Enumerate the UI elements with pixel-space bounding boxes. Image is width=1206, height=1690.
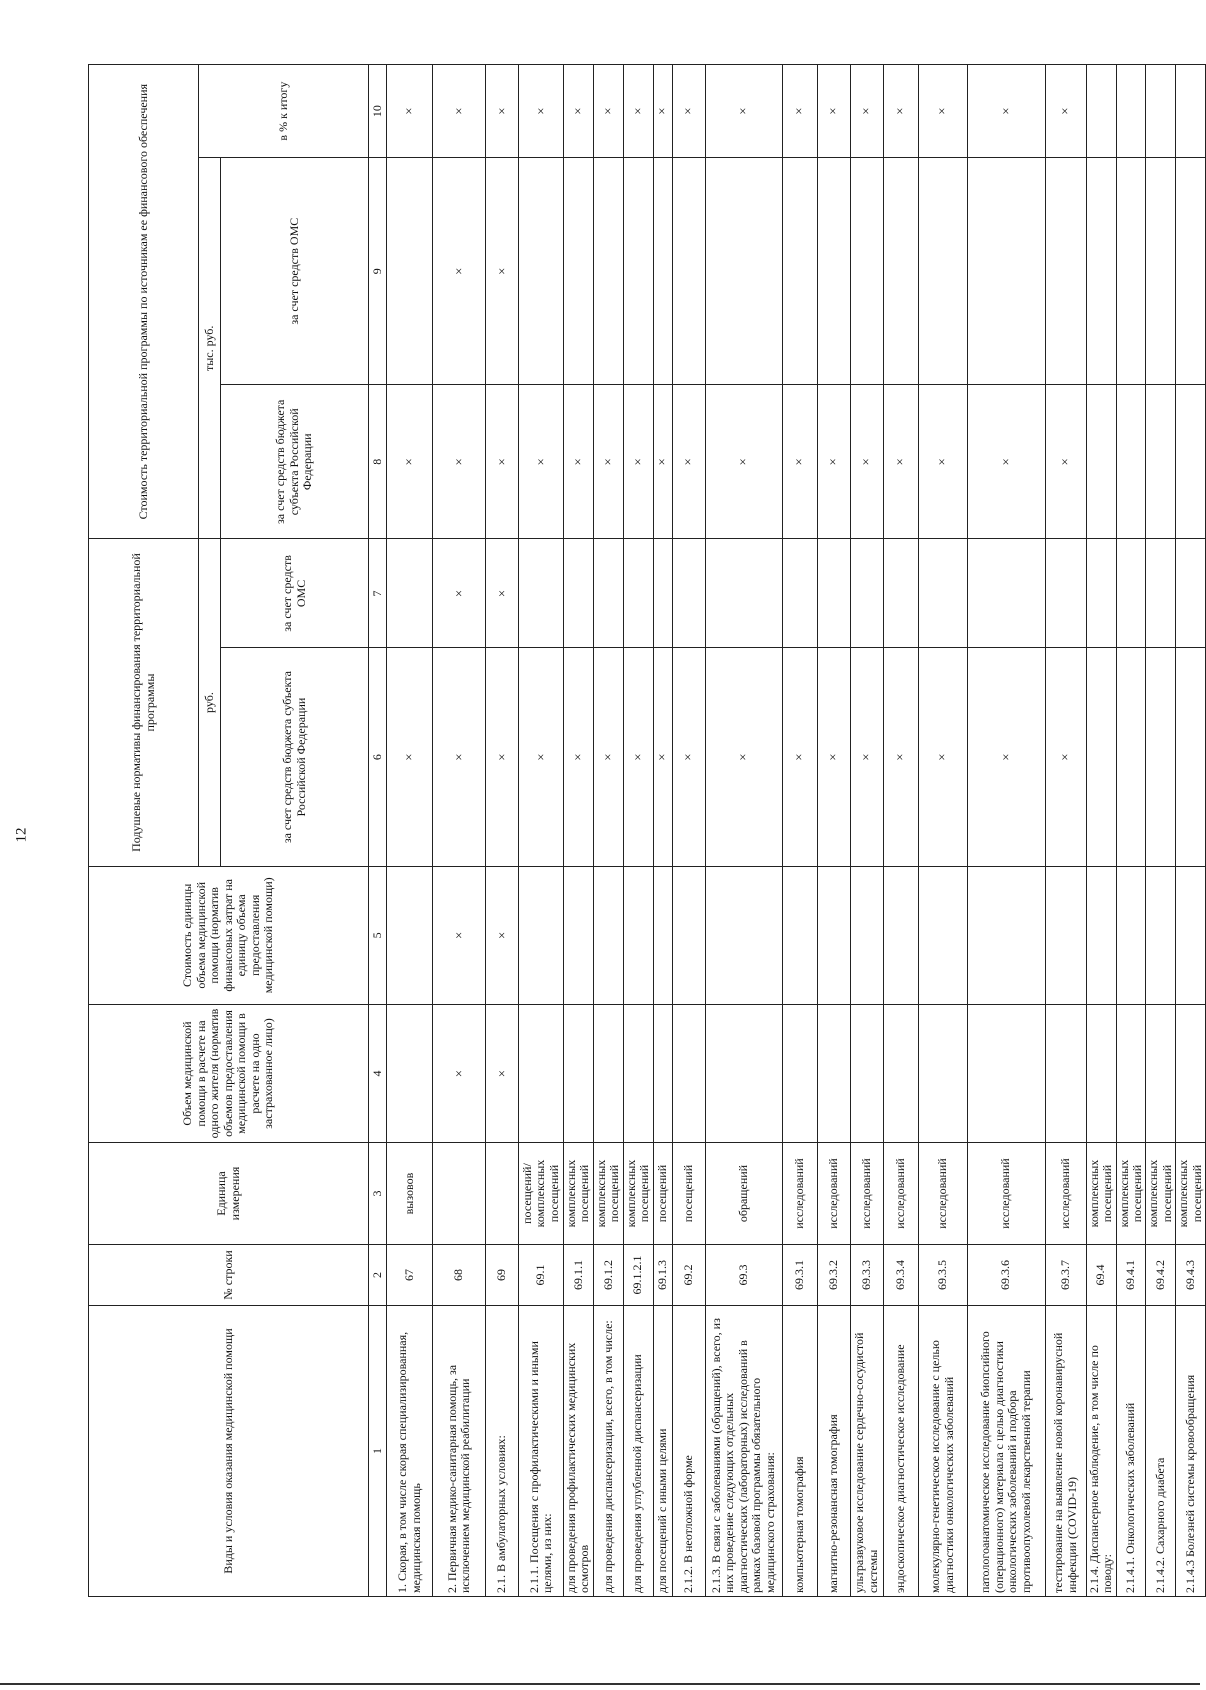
row-percent-total: × xyxy=(623,65,653,158)
row-cost-oms xyxy=(782,158,817,385)
row-unit: комплексных посещений xyxy=(623,1143,653,1245)
row-norm-oms xyxy=(672,539,705,648)
row-volume-per-capita xyxy=(1086,1004,1116,1142)
table-row xyxy=(1086,65,1116,1597)
row-line-number: 69.3 xyxy=(705,1244,782,1305)
row-norm-budget: × xyxy=(918,648,967,866)
row-unit-cost: × xyxy=(486,866,519,1004)
table-row xyxy=(672,65,705,1597)
row-cost-oms xyxy=(1176,158,1206,385)
table-row xyxy=(782,65,817,1597)
row-name: молекулярно-генетическое исследование с целью диагностики онкологических заболеваний xyxy=(918,1306,967,1597)
row-cost-budget: × xyxy=(782,385,817,539)
row-percent-total: × xyxy=(1045,65,1086,158)
row-cost-oms xyxy=(883,158,918,385)
row-norm-oms xyxy=(623,539,653,648)
row-cost-budget: × xyxy=(623,385,653,539)
column-number: 3 xyxy=(369,1143,387,1245)
table-row xyxy=(850,65,883,1597)
row-cost-budget: × xyxy=(1045,385,1086,539)
row-line-number: 69.3.6 xyxy=(967,1244,1045,1305)
table-row xyxy=(623,65,653,1597)
row-name: 2.1.3. В связи с заболеваниями (обращений), всего, из них проведение следующих отдельных диагностических (лабораторных) исследований в рамках базовой программы обязательного медицинского страхования: xyxy=(705,1306,782,1597)
row-volume-per-capita xyxy=(653,1004,672,1142)
row-percent-total: × xyxy=(593,65,623,158)
row-cost-budget: × xyxy=(918,385,967,539)
row-name: магнитно-резонансная томография xyxy=(817,1306,850,1597)
row-norm-budget: × xyxy=(883,648,918,866)
row-line-number: 67 xyxy=(387,1244,433,1305)
row-norm-oms: × xyxy=(486,539,519,648)
row-unit-cost xyxy=(883,866,918,1004)
row-unit-cost xyxy=(782,866,817,1004)
table-row xyxy=(918,65,967,1597)
row-norm-oms xyxy=(1086,539,1116,648)
row-cost-budget xyxy=(1176,385,1206,539)
row-norm-oms xyxy=(519,539,564,648)
row-line-number: 69 xyxy=(486,1244,519,1305)
row-cost-oms xyxy=(623,158,653,385)
row-percent-total: × xyxy=(850,65,883,158)
row-norm-budget: × xyxy=(564,648,594,866)
row-unit-cost xyxy=(1116,866,1146,1004)
row-line-number: 69.4.3 xyxy=(1176,1244,1206,1305)
row-percent-total: × xyxy=(782,65,817,158)
row-percent-total: × xyxy=(486,65,519,158)
table-row xyxy=(1146,65,1176,1597)
header-norms-unit: руб. xyxy=(199,539,221,866)
row-norm-oms xyxy=(883,539,918,648)
row-percent-total: × xyxy=(433,65,486,158)
row-cost-oms xyxy=(1086,158,1116,385)
row-cost-oms: × xyxy=(433,158,486,385)
row-norm-budget: × xyxy=(653,648,672,866)
row-norm-budget xyxy=(1176,648,1206,866)
row-unit-cost xyxy=(967,866,1045,1004)
row-volume-per-capita xyxy=(782,1004,817,1142)
row-norm-budget: × xyxy=(705,648,782,866)
row-line-number: 69.3.1 xyxy=(782,1244,817,1305)
row-volume-per-capita xyxy=(623,1004,653,1142)
row-line-number: 69.3.5 xyxy=(918,1244,967,1305)
row-unit-cost: × xyxy=(433,866,486,1004)
row-percent-total: × xyxy=(653,65,672,158)
row-percent-total: × xyxy=(883,65,918,158)
row-cost-oms xyxy=(672,158,705,385)
row-cost-budget: × xyxy=(817,385,850,539)
row-cost-budget: × xyxy=(486,385,519,539)
row-norm-budget: × xyxy=(433,648,486,866)
table-row xyxy=(653,65,672,1597)
row-unit-cost xyxy=(672,866,705,1004)
table-row xyxy=(433,65,486,1597)
row-line-number: 69.3.3 xyxy=(850,1244,883,1305)
row-norm-oms xyxy=(1176,539,1206,648)
row-norm-oms xyxy=(593,539,623,648)
row-unit-cost xyxy=(387,866,433,1004)
row-volume-per-capita xyxy=(593,1004,623,1142)
row-volume-per-capita xyxy=(1045,1004,1086,1142)
row-unit: вызовов xyxy=(387,1143,433,1245)
row-norm-budget xyxy=(1146,648,1176,866)
row-norm-oms xyxy=(967,539,1045,648)
row-norm-budget: × xyxy=(623,648,653,866)
row-norm-budget: × xyxy=(967,648,1045,866)
header-group-cost: Стоимость территориальной программы по источникам ее финансового обеспечения xyxy=(89,65,199,539)
row-norm-oms xyxy=(1045,539,1086,648)
row-name: 2.1.4.3 Болезней системы кровообращения xyxy=(1176,1306,1206,1597)
row-line-number: 69.4.1 xyxy=(1116,1244,1146,1305)
row-volume-per-capita xyxy=(967,1004,1045,1142)
row-line-number: 69.3.7 xyxy=(1045,1244,1086,1305)
row-unit: комплексных посещений xyxy=(1176,1143,1206,1245)
header-col2: № строки xyxy=(89,1244,369,1305)
row-unit: комплексных посещений xyxy=(1116,1143,1146,1245)
column-number: 1 xyxy=(369,1306,387,1597)
row-norm-oms xyxy=(1146,539,1176,648)
row-unit: комплексных посещений xyxy=(593,1143,623,1245)
row-unit: исследований xyxy=(817,1143,850,1245)
row-line-number: 68 xyxy=(433,1244,486,1305)
row-norm-budget: × xyxy=(782,648,817,866)
row-unit: посещений/комплексных посещений xyxy=(519,1143,564,1245)
row-name: 2. Первичная медико-санитарная помощь, за исключением медицинской реабилитации xyxy=(433,1306,486,1597)
header-col1: Виды и условия оказания медицинской помощи xyxy=(89,1306,369,1597)
row-unit-cost xyxy=(850,866,883,1004)
row-cost-budget: × xyxy=(387,385,433,539)
row-volume-per-capita xyxy=(672,1004,705,1142)
row-norm-budget xyxy=(1086,648,1116,866)
row-percent-total: × xyxy=(705,65,782,158)
row-name: 2.1.4. Диспансерное наблюдение, в том числе по поводу: xyxy=(1086,1306,1116,1597)
column-number: 5 xyxy=(369,866,387,1004)
column-number: 4 xyxy=(369,1004,387,1142)
column-number-row xyxy=(369,65,387,1597)
table-row xyxy=(883,65,918,1597)
row-line-number: 69.3.2 xyxy=(817,1244,850,1305)
row-cost-oms xyxy=(653,158,672,385)
row-cost-budget: × xyxy=(564,385,594,539)
column-number: 7 xyxy=(369,539,387,648)
row-percent-total: × xyxy=(519,65,564,158)
table-row xyxy=(1176,65,1206,1597)
row-unit-cost xyxy=(593,866,623,1004)
header-col6: за счет средств бюджета субъекта Российской Федерации xyxy=(221,648,369,866)
row-unit-cost xyxy=(1176,866,1206,1004)
row-volume-per-capita xyxy=(1176,1004,1206,1142)
row-unit: исследований xyxy=(883,1143,918,1245)
table-row xyxy=(705,65,782,1597)
table-row xyxy=(817,65,850,1597)
row-norm-oms: × xyxy=(433,539,486,648)
row-unit-cost xyxy=(817,866,850,1004)
row-cost-oms xyxy=(967,158,1045,385)
row-norm-oms xyxy=(564,539,594,648)
row-norm-budget: × xyxy=(1045,648,1086,866)
column-number: 2 xyxy=(369,1244,387,1305)
row-unit: исследований xyxy=(918,1143,967,1245)
row-name: патологоанатомическое исследование биопсийного (операционного) материала с целью диагностики онкологических заболеваний и подбора противоопухолевой лекарственной терапии xyxy=(967,1306,1045,1597)
row-unit-cost xyxy=(705,866,782,1004)
row-name: 2.1.4.2. Сахарного диабета xyxy=(1146,1306,1176,1597)
row-norm-budget: × xyxy=(387,648,433,866)
row-norm-oms xyxy=(918,539,967,648)
table-container xyxy=(88,64,1204,1597)
row-unit: комплексных посещений xyxy=(1086,1143,1116,1245)
row-name: для посещений с иными целями xyxy=(653,1306,672,1597)
row-line-number: 69.2 xyxy=(672,1244,705,1305)
row-volume-per-capita: × xyxy=(486,1004,519,1142)
row-cost-oms xyxy=(564,158,594,385)
row-norm-budget: × xyxy=(817,648,850,866)
row-norm-oms xyxy=(387,539,433,648)
row-norm-oms xyxy=(653,539,672,648)
table-row xyxy=(1045,65,1086,1597)
row-percent-total: × xyxy=(918,65,967,158)
header-cost-unit: тыс. руб. xyxy=(199,158,221,539)
row-norm-oms xyxy=(817,539,850,648)
row-line-number: 69.4 xyxy=(1086,1244,1116,1305)
row-line-number: 69.4.2 xyxy=(1146,1244,1176,1305)
row-unit-cost xyxy=(918,866,967,1004)
row-cost-budget xyxy=(1146,385,1176,539)
page-bottom-edge xyxy=(0,1683,1200,1685)
row-norm-oms xyxy=(782,539,817,648)
row-cost-oms xyxy=(705,158,782,385)
row-line-number: 69.1.3 xyxy=(653,1244,672,1305)
column-number: 9 xyxy=(369,158,387,385)
row-unit-cost xyxy=(1045,866,1086,1004)
row-norm-oms xyxy=(1116,539,1146,648)
column-number: 8 xyxy=(369,385,387,539)
row-unit-cost xyxy=(653,866,672,1004)
row-percent-total xyxy=(1176,65,1206,158)
row-percent-total: × xyxy=(967,65,1045,158)
row-norm-oms xyxy=(705,539,782,648)
row-volume-per-capita xyxy=(387,1004,433,1142)
row-cost-budget xyxy=(1086,385,1116,539)
row-line-number: 69.1.2.1 xyxy=(623,1244,653,1305)
row-unit: исследований xyxy=(850,1143,883,1245)
table-header xyxy=(89,65,387,1597)
row-volume-per-capita xyxy=(564,1004,594,1142)
header-col8: за счет средств бюджета субъекта Российской Федерации xyxy=(221,385,369,539)
row-name: ультразвуковое исследование сердечно-сосудистой системы xyxy=(850,1306,883,1597)
row-volume-per-capita xyxy=(1146,1004,1176,1142)
row-volume-per-capita: × xyxy=(433,1004,486,1142)
row-unit: исследований xyxy=(782,1143,817,1245)
row-name: тестирование на выявление новой коронавирусной инфекции (COVID-19) xyxy=(1045,1306,1086,1597)
row-line-number: 69.3.4 xyxy=(883,1244,918,1305)
row-volume-per-capita xyxy=(883,1004,918,1142)
row-name: для проведения профилактических медицинских осмотров xyxy=(564,1306,594,1597)
table-row xyxy=(1116,65,1146,1597)
row-cost-oms xyxy=(850,158,883,385)
table-row xyxy=(387,65,433,1597)
header-group-norms: Подушевые нормативы финансирования территориальной программы xyxy=(89,539,199,866)
row-cost-budget: × xyxy=(850,385,883,539)
row-name: эндоскопическое диагностическое исследование xyxy=(883,1306,918,1597)
row-name: 2.1.2. В неотложной форме xyxy=(672,1306,705,1597)
row-cost-oms xyxy=(1146,158,1176,385)
row-percent-total: × xyxy=(817,65,850,158)
row-unit: обращений xyxy=(705,1143,782,1245)
row-cost-budget: × xyxy=(593,385,623,539)
column-number: 6 xyxy=(369,648,387,866)
row-cost-budget: × xyxy=(519,385,564,539)
row-cost-oms xyxy=(1116,158,1146,385)
row-cost-budget: × xyxy=(672,385,705,539)
row-unit: посещений xyxy=(653,1143,672,1245)
row-unit: комплексных посещений xyxy=(1146,1143,1176,1245)
row-unit: исследований xyxy=(1045,1143,1086,1245)
header-col5: Стоимость единицы объема медицинской помощи (норматив финансовых затрат на единицу объема предоставления медицинской помощи) xyxy=(89,866,369,1004)
row-name: для проведения диспансеризации, всего, в том числе: xyxy=(593,1306,623,1597)
row-unit-cost xyxy=(623,866,653,1004)
row-unit xyxy=(433,1143,486,1245)
row-name: компьютерная томография xyxy=(782,1306,817,1597)
row-cost-budget: × xyxy=(967,385,1045,539)
row-unit: комплексных посещений xyxy=(564,1143,594,1245)
table-row xyxy=(564,65,594,1597)
row-cost-oms xyxy=(918,158,967,385)
row-unit-cost xyxy=(564,866,594,1004)
row-name: 2.1.4.1. Онкологических заболеваний xyxy=(1116,1306,1146,1597)
row-cost-oms xyxy=(593,158,623,385)
row-volume-per-capita xyxy=(817,1004,850,1142)
row-norm-budget: × xyxy=(486,648,519,866)
row-unit: исследований xyxy=(967,1143,1045,1245)
row-volume-per-capita xyxy=(519,1004,564,1142)
row-unit-cost xyxy=(519,866,564,1004)
row-unit xyxy=(486,1143,519,1245)
header-col7: за счет средств ОМС xyxy=(221,539,369,648)
row-volume-per-capita xyxy=(1116,1004,1146,1142)
header-col9: за счет средств ОМС xyxy=(221,158,369,385)
page-number: 12 xyxy=(13,827,30,843)
row-line-number: 69.1 xyxy=(519,1244,564,1305)
row-cost-oms xyxy=(387,158,433,385)
row-norm-oms xyxy=(850,539,883,648)
table-body xyxy=(387,65,1206,1597)
row-percent-total xyxy=(1086,65,1116,158)
row-percent-total: × xyxy=(387,65,433,158)
row-unit-cost xyxy=(1146,866,1176,1004)
row-cost-budget: × xyxy=(433,385,486,539)
financing-table xyxy=(88,64,1206,1597)
row-volume-per-capita xyxy=(918,1004,967,1142)
table-row xyxy=(967,65,1045,1597)
table-row xyxy=(593,65,623,1597)
row-percent-total xyxy=(1116,65,1146,158)
row-cost-oms: × xyxy=(486,158,519,385)
header-col4: Объем медицинской помощи в расчете на одного жителя (норматив объемов предоставления медицинской помощи в расчете на одно застрахованное лицо) xyxy=(89,1004,369,1142)
table-row xyxy=(519,65,564,1597)
row-line-number: 69.1.1 xyxy=(564,1244,594,1305)
header-col3: Единица измерения xyxy=(89,1143,369,1245)
row-norm-budget: × xyxy=(519,648,564,866)
row-cost-oms xyxy=(1045,158,1086,385)
row-norm-budget: × xyxy=(672,648,705,866)
row-cost-budget: × xyxy=(653,385,672,539)
row-cost-oms xyxy=(519,158,564,385)
row-name: 1. Скорая, в том числе скорая специализированная, медицинская помощь xyxy=(387,1306,433,1597)
row-volume-per-capita xyxy=(850,1004,883,1142)
row-norm-budget: × xyxy=(593,648,623,866)
row-unit-cost xyxy=(1086,866,1116,1004)
row-cost-budget: × xyxy=(705,385,782,539)
row-name: 2.1.1. Посещения с профилактическими и иными целями, из них: xyxy=(519,1306,564,1597)
row-percent-total: × xyxy=(672,65,705,158)
row-volume-per-capita xyxy=(705,1004,782,1142)
row-cost-oms xyxy=(817,158,850,385)
table-row xyxy=(486,65,519,1597)
row-percent-total: × xyxy=(564,65,594,158)
row-norm-budget xyxy=(1116,648,1146,866)
column-number: 10 xyxy=(369,65,387,158)
row-name: 2.1. В амбулаторных условиях: xyxy=(486,1306,519,1597)
header-col10: в % к итогу xyxy=(199,65,369,158)
row-line-number: 69.1.2 xyxy=(593,1244,623,1305)
row-cost-budget: × xyxy=(883,385,918,539)
row-name: для проведения углубленной диспансеризации xyxy=(623,1306,653,1597)
row-norm-budget: × xyxy=(850,648,883,866)
row-cost-budget xyxy=(1116,385,1146,539)
row-unit: посещений xyxy=(672,1143,705,1245)
row-percent-total xyxy=(1146,65,1176,158)
